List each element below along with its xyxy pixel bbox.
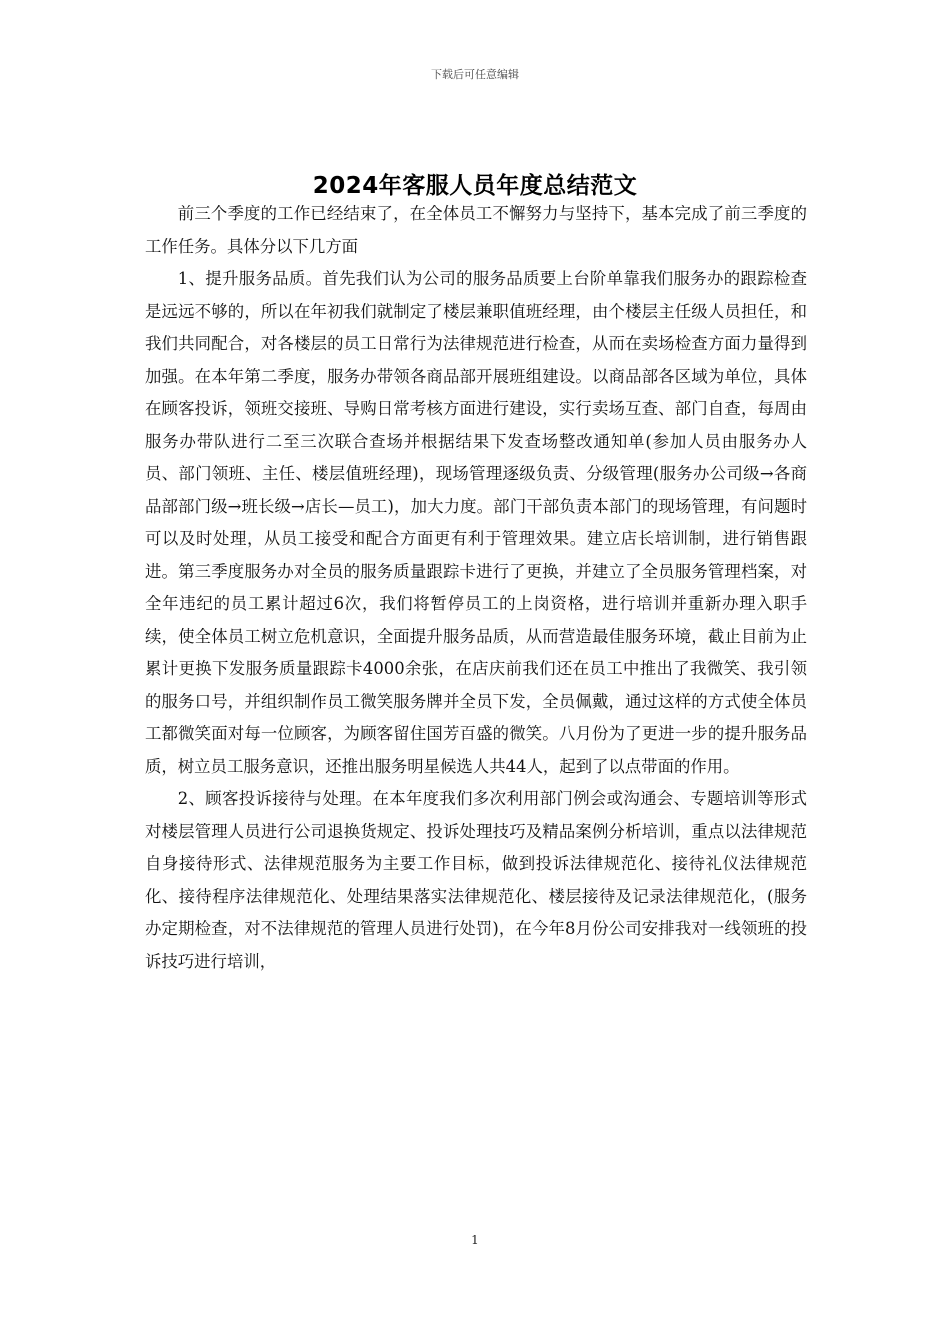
document-title: 2024年客服人员年度总结范文 <box>312 173 638 200</box>
document-body <box>145 198 807 978</box>
paragraph-complaint-handling: 2、顾客投诉接待与处理。在本年度我们多次利用部门例会或沟通会、专题培训等形式对楼层管理人员进行公司退换货规定、投诉处理技巧及精品案例分析培训，重点以法律规范自身接待形式、法律规范服务为主要工作目标，做到投诉法律规范化、接待礼仪法律规范化、接待程序法律规范化、处理结果落实法律规范化、楼层接待及记录法律规范化，(服务办定期检查，对不法律规范的管理人员进行处罚)，在今年8月份公司安排我对一线领班的投诉技巧进行培训， <box>145 789 807 971</box>
header-note: 下载后可任意编辑 <box>431 68 519 81</box>
paragraph-service-quality: 1、提升服务品质。首先我们认为公司的服务品质要上台阶单靠我们服务办的跟踪检查是远远不够的，所以在年初我们就制定了楼层兼职值班经理，由个楼层主任级人员担任，和我们共同配合，对各楼层的员工日常行为法律规范进行检查，从而在卖场检查方面力量得到加强。在本年第二季度，服务办带领各商品部开展班组建设。以商品部各区域为单位，具体在顾客投诉，领班交接班、导购日常考核方面进行建设，实行卖场互查、部门自查，每周由服务办带队进行二至三次联合查场并根据结果下发查场整改通知单(参加人员由服务办人员、部门领班、主任、楼层值班经理)，现场管理逐级负责、分级管理(服务办公司级→各商品部部门级→班长级→店长—员工)，加大力度。部门干部负责本部门的现场管理，有问题时可以及时处理，从员工接受和配合方面更有利于管理效果。建立店长培训制，进行销售跟进。第三季度服务办对全员的服务质量跟踪卡进行了更换，并建立了全员服务管理档案，对全年违纪的员工累计超过6次，我们将暂停员工的上岗资格，进行培训并重新办理入职手续，使全体员工树立危机意识，全面提升服务品质，从而营造最佳服务环境，截止目前为止累计更换下发服务质量跟踪卡4000余张，在店庆前我们还在员工中推出了我微笑、我引领的服务口号，并组织制作员工微笑服务牌并全员下发，全员佩戴，通过这样的方式使全体员工都微笑面对每一位顾客，为顾客留住国芳百盛的微笑。八月份为了更进一步的提升服务品质，树立员工服务意识，还推出服务明星候选人共44人，起到了以点带面的作用。 <box>145 269 807 776</box>
page-number: 1 <box>471 1233 479 1247</box>
paragraph-intro: 前三个季度的工作已经结束了，在全体员工不懈努力与坚持下，基本完成了前三季度的工作任务。具体分以下几方面 <box>145 204 807 256</box>
